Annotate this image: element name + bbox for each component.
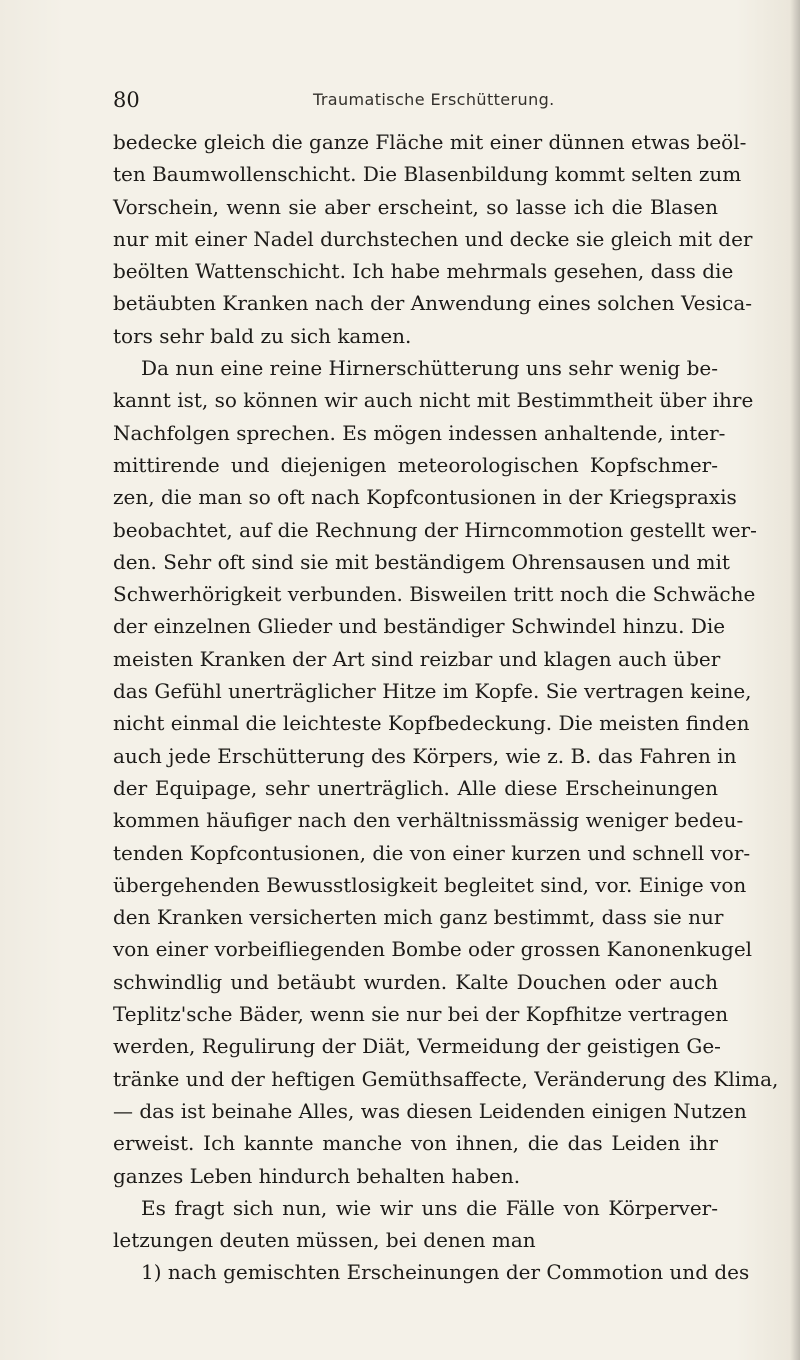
page-header	[113, 86, 713, 116]
text-line: den Kranken versicherten mich ganz bestimmt, dass sie nur	[113, 905, 724, 930]
text-line: 1) nach gemischten Erscheinungen der Commotion und des	[141, 1260, 750, 1285]
text-line: betäubten Kranken nach der Anwendung eines solchen Vesica-	[113, 291, 752, 316]
text-line: ten Baumwollenschicht. Die Blasenbildung kommt selten zum	[113, 162, 742, 187]
running-title: Traumatische Erschütterung.	[313, 90, 555, 109]
text-line: bedecke gleich die ganze Fläche mit einer dünnen etwas beöl-	[113, 130, 747, 154]
text-line: Es fragt sich nun, wie wir uns die Fälle von Körperver-	[141, 1195, 718, 1220]
text-line: der einzelnen Glieder und beständiger Schwindel hinzu. Die	[113, 614, 726, 639]
text-line: erweist. Ich kannte manche von ihnen, die das Leiden ihr	[113, 1131, 718, 1156]
text-line: kannt ist, so können wir auch nicht mit Bestimmtheit über ihre	[113, 388, 754, 413]
text-line: Da nun eine reine Hirnerschütterung uns sehr wenig be-	[141, 356, 718, 381]
text-line: werden, Regulirung der Diät, Vermeidung der geistigen Ge-	[113, 1034, 721, 1059]
text-line: auch jede Erschütterung des Körpers, wie z. B. das Fahren in	[113, 743, 737, 768]
text-line: übergehenden Bewusstlosigkeit begleitet sind, vor. Einige von	[113, 872, 747, 897]
text-line: Schwerhörigkeit verbunden. Bisweilen tritt noch die Schwäche	[113, 582, 756, 607]
text-line: — das ist beinahe Alles, was diesen Leidenden einigen Nutzen	[113, 1098, 747, 1123]
text-line: beölten Wattenschicht. Ich habe mehrmals gesehen, dass die	[113, 259, 734, 284]
text-line: nur mit einer Nadel durchstechen und decke sie gleich mit der	[113, 226, 753, 251]
text-line: zen, die man so oft nach Kopfcontusionen in der Kriegspraxis	[113, 485, 737, 510]
text-line: tors sehr bald zu sich kamen.	[113, 323, 412, 348]
text-line: kommen häufiger nach den verhältnissmässig weniger bedeu-	[113, 808, 744, 833]
text-line: ganzes Leben hindurch behalten haben.	[113, 1163, 521, 1188]
body-text	[113, 126, 779, 1289]
text-line: beobachtet, auf die Rechnung der Hirncommotion gestellt wer-	[113, 517, 757, 542]
text-line: von einer vorbeifliegenden Bombe oder grossen Kanonenkugel	[113, 937, 753, 962]
text-line: tenden Kopfcontusionen, die von einer kurzen und schnell vor-	[113, 840, 751, 865]
text-line: schwindlig und betäubt wurden. Kalte Douchen oder auch	[113, 969, 718, 994]
text-line: den. Sehr oft sind sie mit beständigem Ohrensausen und mit	[113, 549, 730, 574]
text-line: Teplitz'sche Bäder, wenn sie nur bei der Kopfhitze vertragen	[113, 1002, 729, 1027]
text-line: mittirende und diejenigen meteorologischen Kopfschmer-	[113, 452, 718, 477]
text-line: Nachfolgen sprechen. Es mögen indessen anhaltende, inter-	[113, 420, 726, 445]
text-line: letzungen deuten müssen, bei denen man	[113, 1228, 536, 1253]
text-line: das Gefühl unerträglicher Hitze im Kopfe. Sie vertragen keine,	[113, 679, 752, 704]
text-line: meisten Kranken der Art sind reizbar und klagen auch über	[113, 646, 721, 671]
page-edge-shadow	[790, 0, 800, 1360]
page-number: 80	[113, 88, 140, 112]
text-line: der Equipage, sehr unerträglich. Alle diese Erscheinungen	[113, 775, 718, 800]
text-line: tränke und der heftigen Gemüthsaffecte, Veränderung des Klima,	[113, 1066, 779, 1091]
text-line: Vorschein, wenn sie aber erscheint, so lasse ich die Blasen	[113, 194, 718, 219]
text-line: nicht einmal die leichteste Kopfbedeckung. Die meisten finden	[113, 711, 750, 736]
